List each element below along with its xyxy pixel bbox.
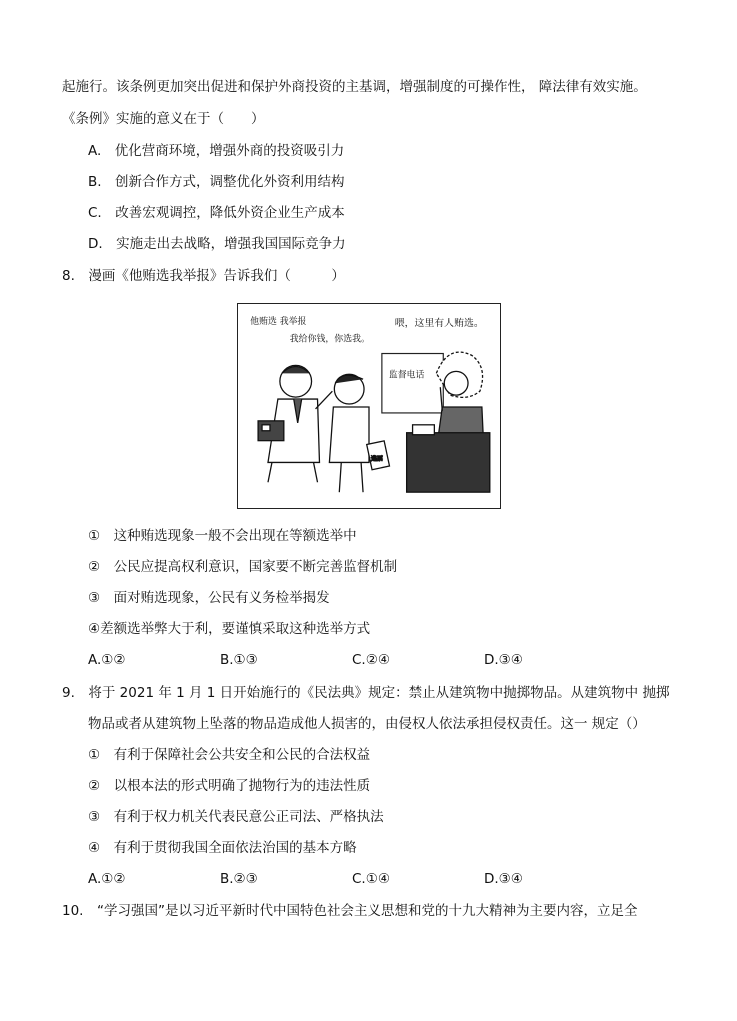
- q8-answer-b: B.①③: [220, 652, 258, 668]
- q9-statement-1: ① 有利于保障社会公共安全和公民的合法权益: [88, 747, 371, 763]
- q9-statement-2: ② 以根本法的形式明确了抛物行为的违法性质: [88, 778, 371, 794]
- q8-answer-d: D.③④: [484, 652, 523, 668]
- q9-statement-4: ④ 有利于贯彻我国全面依法治国的基本方略: [88, 840, 357, 856]
- q10-stem: 10. “学习强国”是以习近平新时代中国特色社会主义思想和党的十九大精神为主要内容，立足全: [62, 903, 638, 919]
- cartoon-briber-figure: [258, 365, 332, 482]
- q8-statement-3: ③ 面对贿选现象，公民有义务检举揭发: [88, 590, 330, 606]
- q7-option-b: B. 创新合作方式，调整优化外资利用结构: [88, 174, 345, 190]
- cartoon-speech-right: 喂，这里有人贿选。: [394, 317, 484, 329]
- cartoon-ballot-label: 选票: [370, 455, 383, 463]
- cartoon-drawing: [238, 304, 500, 508]
- cartoon-desk: [407, 425, 490, 492]
- q9-answer-c: C.①④: [352, 871, 390, 887]
- cartoon-title: 他贿选 我举报: [250, 316, 307, 327]
- q9-answer-a: A.①②: [88, 871, 126, 887]
- cartoon-sign-text: 监督电话: [388, 370, 425, 381]
- q8-cartoon: [237, 303, 501, 509]
- q8-answer-a: A.①②: [88, 652, 126, 668]
- q7-option-d: D. 实施走出去战略，增强我国国际竞争力: [88, 236, 346, 252]
- q8-stem: 8. 漫画《他贿选我举报》告诉我们（ ）: [62, 268, 345, 284]
- q9-answer-d: D.③④: [484, 871, 523, 887]
- q8-statement-1: ① 这种贿选现象一般不会出现在等额选举中: [88, 528, 357, 544]
- q7-stem: 《条例》实施的意义在于（ ）: [62, 111, 265, 127]
- q7-continuation-text: 起施行。该条例更加突出促进和保护外商投资的主基调，增强制度的可操作性， 障法律有效实施。: [62, 79, 647, 95]
- cartoon-speech-left: 我给你钱，你选我。: [289, 334, 370, 345]
- q9-answer-b: B.②③: [220, 871, 258, 887]
- q9-stem-line1: 9. 将于 2021 年 1 月 1 日开始施行的《民法典》规定：禁止从建筑物中抛掷物品。从建筑物中 抛掷: [62, 685, 670, 701]
- q8-statement-2: ② 公民应提高权利意识，国家要不断完善监督机制: [88, 559, 398, 575]
- q8-statement-4: ④差额选举弊大于利，要谨慎采取这种选举方式: [88, 621, 371, 637]
- cartoon-sign-board: [382, 354, 443, 413]
- q7-option-a: A. 优化营商环境，增强外商的投资吸引力: [88, 143, 345, 159]
- q8-answer-c: C.②④: [352, 652, 390, 668]
- q7-option-c: C. 改善宏观调控，降低外资企业生产成本: [88, 205, 345, 221]
- q9-statement-3: ③ 有利于权力机关代表民意公正司法、严格执法: [88, 809, 384, 825]
- cartoon-voter-figure: [329, 374, 389, 492]
- q9-stem-line2: 物品或者从建筑物上坠落的物品造成他人损害的，由侵权人依法承担侵权责任。这一 规定（）: [88, 716, 646, 732]
